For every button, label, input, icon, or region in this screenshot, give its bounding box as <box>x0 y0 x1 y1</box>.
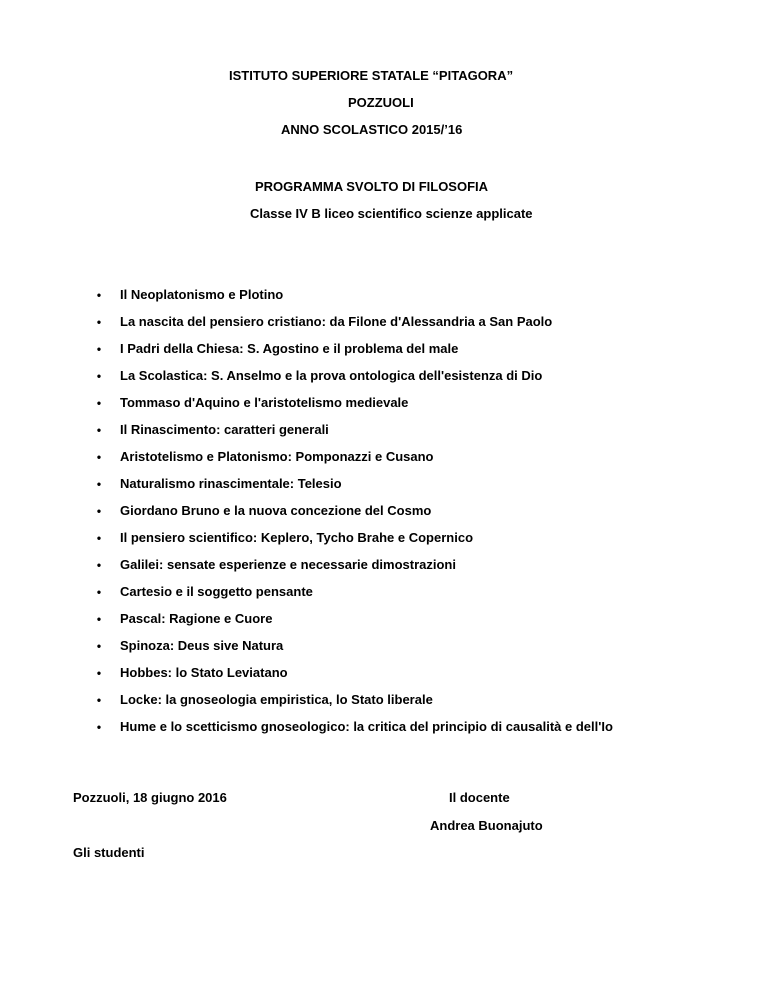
bullet-icon: • <box>96 720 102 734</box>
bullet-icon: • <box>96 531 102 545</box>
topic-text: Locke: la gnoseologia empiristica, lo Stato liberale <box>120 692 433 707</box>
bullet-icon: • <box>96 288 102 302</box>
topic-text: Il Rinascimento: caratteri generali <box>120 422 329 437</box>
topic-text: Galilei: sensate esperienze e necessarie dimostrazioni <box>120 557 456 572</box>
bullet-icon: • <box>96 612 102 626</box>
teacher-name: Andrea Buonajuto <box>430 818 543 833</box>
bullet-icon: • <box>96 693 102 707</box>
bullet-icon: • <box>96 315 102 329</box>
topic-text: Naturalismo rinascimentale: Telesio <box>120 476 342 491</box>
topic-text: Il pensiero scientifico: Keplero, Tycho Brahe e Copernico <box>120 530 474 545</box>
bullet-icon: • <box>96 585 102 599</box>
topic-text: Hobbes: lo Stato Leviatano <box>120 665 288 680</box>
bullet-icon: • <box>96 342 102 356</box>
topic-text: Pascal: Ragione e Cuore <box>120 611 273 626</box>
bullet-icon: • <box>96 504 102 518</box>
topic-text: Tommaso d'Aquino e l'aristotelismo medievale <box>120 395 409 410</box>
bullet-icon: • <box>96 639 102 653</box>
topic-text: La nascita del pensiero cristiano: da Filone d'Alessandria a San Paolo <box>120 314 553 329</box>
bullet-icon: • <box>96 477 102 491</box>
topic-text: Spinoza: Deus sive Natura <box>120 638 284 653</box>
school-name: ISTITUTO SUPERIORE STATALE “PITAGORA” <box>229 68 514 83</box>
place-date: Pozzuoli, 18 giugno 2016 <box>73 790 227 805</box>
topic-text: Hume e lo scetticismo gnoseologico: la critica del principio di causalità e dell'Io <box>120 719 613 734</box>
topic-text: Aristotelismo e Platonismo: Pomponazzi e Cusano <box>120 449 434 464</box>
class-line: Classe IV B liceo scientifico scienze applicate <box>250 206 533 221</box>
topic-text: La Scolastica: S. Anselmo e la prova ontologica dell'esistenza di Dio <box>120 368 543 383</box>
bullet-icon: • <box>96 558 102 572</box>
teacher-role: Il docente <box>449 790 510 805</box>
program-title: PROGRAMMA SVOLTO DI FILOSOFIA <box>255 179 489 194</box>
school-year: ANNO SCOLASTICO 2015/’16 <box>281 122 463 137</box>
topic-text: Cartesio e il soggetto pensante <box>120 584 313 599</box>
bullet-icon: • <box>96 666 102 680</box>
bullet-icon: • <box>96 369 102 383</box>
topic-text: Giordano Bruno e la nuova concezione del Cosmo <box>120 503 432 518</box>
city-name: POZZUOLI <box>348 95 414 110</box>
bullet-icon: • <box>96 450 102 464</box>
bullet-icon: • <box>96 396 102 410</box>
students-signature-label: Gli studenti <box>73 845 145 860</box>
bullet-icon: • <box>96 423 102 437</box>
topic-text: Il Neoplatonismo e Plotino <box>120 287 284 302</box>
topic-text: I Padri della Chiesa: S. Agostino e il problema del male <box>120 341 459 356</box>
